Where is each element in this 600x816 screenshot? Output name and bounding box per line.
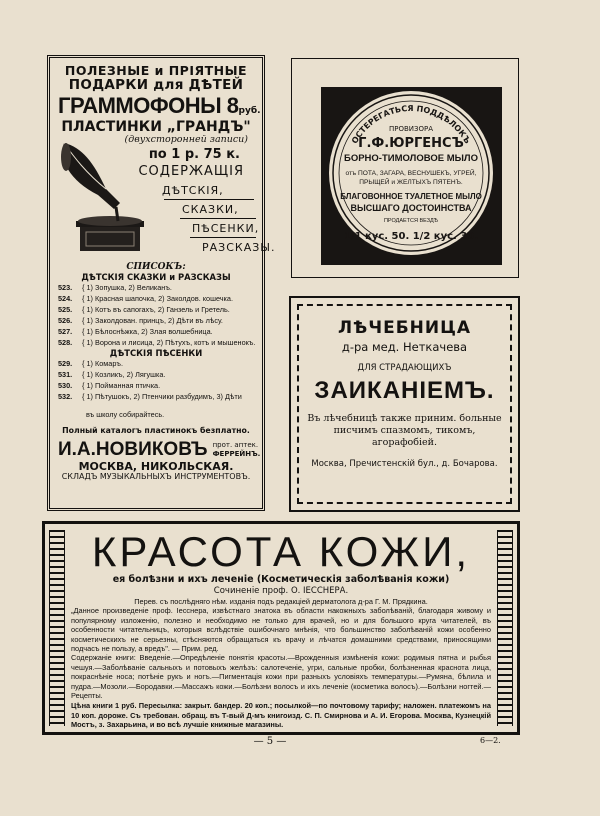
record-number: 532. <box>58 391 73 401</box>
gramophone-heading: ГРАММОФОНЫ 8 <box>58 93 239 119</box>
warehouse-line: СКЛАДЪ МУЗЫКАЛЬНЫХЪ ИНСТРУМЕНТОВЪ. <box>61 471 251 481</box>
seller-block <box>58 438 261 461</box>
record-title: 1) Заколдован. принцъ, 2) Дѣти въ лѣсу. <box>86 315 223 325</box>
soap-label-panel <box>321 87 502 265</box>
tales-record-list <box>58 282 254 348</box>
soap-advertisement <box>291 58 519 278</box>
records-heading: ПЛАСТИНКИ „ГРАНДЪ" <box>61 118 251 135</box>
record-list-item: 525. { 1) Котъ въ сапогахъ, 2) Ганзель и Гретель. <box>58 304 230 314</box>
record-list-item: 524. { 1) Красная шапочка, 2) Заколдов. кошечка. <box>58 293 233 303</box>
category-children: ДѢТСКІЯ, <box>162 183 224 197</box>
contain-label: СОДЕРЖАЩІЯ <box>138 163 244 179</box>
record-title: 1) Красная шапочка, 2) Заколдов. кошечка. <box>86 293 233 303</box>
book-author: Сочиненіе проф. О. ІЕССНЕРА. <box>213 586 349 596</box>
clinic-for-label: ДЛЯ СТРАДАЮЩИХЪ <box>357 363 452 373</box>
clinic-description: Въ лѣчебницѣ также приним. больные писчимъ спазмомъ, тикомъ, агорафобіей. <box>307 413 502 448</box>
record-price: по 1 р. 75 к. <box>148 146 240 162</box>
record-list-item: 528. { 1) Ворона и лисица, 2) Пѣтухъ, котъ и мышенокъ. <box>58 337 256 347</box>
record-number: 529. <box>58 358 73 368</box>
book-review: „Данное произведеніе проф. Іесснера, извѣстнаго знатока въ области накожныхъ заболѣваній, благодаря живому и популярному изложенію, полезно и необходимо не только для врачей, но и для большого круга читателей, въ особенности читательницъ, которыя вслѣдствіе ошибочнаго мнѣнія, что большинство заболѣваній кожи особенно косметическихъ не серьезны, стѣсняются обращаться къ врачу и лѣчатся домашними средствами, приносящими подчасъ не пользу, а вредъ". — Прим. ред. <box>71 606 491 654</box>
soap-warning: ОСТЕРЕГАТЬСЯ ПОДДѢЛОКЪ <box>349 103 473 146</box>
record-number: 525. <box>58 304 73 314</box>
clinic-ailment: ЗАИКАНІЕМЪ. <box>314 377 495 404</box>
seller-note-line2: ФЕРРЕЙНЪ. <box>212 449 261 458</box>
section-tales-heading: ДѢТСКІЯ СКАЗКИ и РАЗСКАЗЫ <box>81 271 231 282</box>
left-ornament <box>49 530 65 726</box>
record-number: 528. <box>58 337 73 347</box>
book-contents: Содержаніе книги: Введеніе.—Опредѣленіе понятія красоты.—Врожденныя измѣненія кожи: родимыя пятна и рыбья чешуя.—Заболѣваніе сальныхъ и потовыхъ желѣзъ: салотеченіе, угри, сальные пробки, болѣзненная краснота лица, покраснѣніе носа; потѣніе рукъ и ногъ.—Пигментація кожи при разныхъ условіяхъ температуры.—Румяна, бѣлила и пудра.—Мозоли.—Бородавки.—Массажъ кожи.—Болѣзни волосъ и ихъ леченіе (косметика волосъ).—Болѣзни ногтей.—Рецепты. <box>71 653 491 701</box>
book-subtitle: ея болѣзни и ихъ леченіе (Косметическія заболѣванія кожи) <box>112 574 450 585</box>
record-list-item: 531. { 1) Козликъ, 2) Лягушка. <box>58 369 166 379</box>
record-list-item: 527. { 1) Бѣлоснѣжка, 2) Злая волшебница. <box>58 326 213 336</box>
list-title: СПИСОКЪ: <box>126 261 186 272</box>
record-list-item: 523. { 1) Зопушка, 2) Великанъ. <box>58 282 172 292</box>
record-title: 1) Козликъ, 2) Лягушка. <box>86 369 166 379</box>
record-title: 1) Пойманная птичка. <box>86 380 161 390</box>
record-number: 531. <box>58 369 73 379</box>
soap-maker-name: Г.Ф.ЮРГЕНСЪ <box>358 136 464 151</box>
gramophone-price-line <box>58 93 261 119</box>
category-stories: РАЗСКАЗЫ. <box>202 240 276 254</box>
right-ornament <box>497 530 513 726</box>
list-continuation: въ школу собирайтесь. <box>86 410 165 420</box>
clinic-doctor: д-ра мед. Неткачева <box>341 340 468 354</box>
seller-note-line1: прот. аптек. <box>212 440 259 449</box>
gramophone-icon <box>56 137 156 257</box>
divider <box>190 237 256 238</box>
category-tales: СКАЗКИ, <box>182 202 239 216</box>
record-title: 1) Комаръ. <box>86 358 124 368</box>
book-advertisement <box>42 521 520 735</box>
record-title: 1) Бѣлоснѣжка, 2) Злая волшебница. <box>86 326 213 336</box>
clinic-address: Москва, Пречистенскій бул., д. Бочарова. <box>311 459 498 469</box>
record-title: 1) Зопушка, 2) Великанъ. <box>86 282 172 292</box>
book-headline: КРАСОТА КОЖИ, <box>91 528 471 575</box>
soap-seal <box>321 87 502 265</box>
record-number: 524. <box>58 293 73 303</box>
soap-use-line1: отъ ПОТА, ЗАГАРА, ВЕСНУШЕКЪ, УГРЕЙ, <box>345 170 477 177</box>
record-number: 527. <box>58 326 73 336</box>
seller-city: МОСКВА, НИКОЛЬСКАЯ. <box>78 459 234 473</box>
soap-use-line2: ПРЫЩЕЙ и ЖЕЛТЫХЪ ПЯТЕНЪ. <box>359 179 463 186</box>
soap-quality-line1: БЛАГОВОННОЕ ТУАЛЕТНОЕ МЫЛО <box>340 192 482 201</box>
record-number: 530. <box>58 380 73 390</box>
gramophone-advertisement <box>47 55 276 511</box>
clinic-advertisement <box>289 296 520 512</box>
clinic-title: ЛѢЧЕБНИЦА <box>337 318 472 338</box>
record-title: 1) Котъ въ сапогахъ, 2) Ганзель и Гретель. <box>86 304 230 314</box>
gramophone-unit: руб. <box>238 106 261 117</box>
book-translation: Перев. съ послѣдняго нѣм. изданія подъ редакціей дерматолога д-ра Г. М. Прядкина. <box>134 597 428 606</box>
record-list-item: 530. { 1) Пойманная птичка. <box>58 380 161 390</box>
soap-chemist: ПРОВИЗОРА <box>388 125 434 133</box>
seller-note <box>213 441 261 459</box>
songs-record-list <box>58 358 254 402</box>
soap-sold-everywhere: ПРОДАЕТСЯ ВЕЗДѢ <box>383 218 439 224</box>
signature-mark: 6—2. <box>480 736 501 745</box>
record-list-item: 532. { 1) Пѣтушокъ, 2) Птенчики разбудимъ, 3) Дѣти <box>58 391 242 401</box>
catalog-note: Полный каталогъ пластинокъ безплатно. <box>62 426 250 436</box>
seller-name: И.А.НОВИКОВЪ <box>58 438 208 460</box>
divider <box>180 218 256 219</box>
two-sided-note: (двухсторонней записи) <box>124 133 248 145</box>
ad-heading-line2: ПОДАРКИ для ДѢТЕЙ <box>68 76 244 93</box>
category-songs: ПѢСЕНКИ, <box>192 221 260 235</box>
record-number: 526. <box>58 315 73 325</box>
ad-heading-line1: ПОЛЕЗНЫЕ и ПРІЯТНЫЕ <box>64 63 248 78</box>
soap-quality-line2: ВЫСШАГО ДОСТОИНСТВА <box>350 203 472 213</box>
record-list-item: 526. { 1) Заколдован. принцъ, 2) Дѣти въ лѣсу. <box>58 315 223 325</box>
soap-product: БОРНО-ТИМОЛОВОЕ МЫЛО <box>344 153 478 164</box>
record-list-item: 529. { 1) Комаръ. <box>58 358 124 368</box>
soap-price: 1/1 кус. 50. 1/2 кус. 30. <box>343 231 479 242</box>
section-songs-heading: ДѢТСКІЯ ПѢСЕНКИ <box>109 347 203 358</box>
record-title: 1) Ворона и лисица, 2) Пѣтухъ, котъ и мышенокъ. <box>86 337 256 347</box>
page-number: — 5 — <box>253 736 287 747</box>
clinic-frame <box>297 304 512 504</box>
record-title: 1) Пѣтушокъ, 2) Птенчики разбудимъ, 3) Дѣти <box>86 391 242 401</box>
record-number: 523. <box>58 282 73 292</box>
divider <box>164 199 254 200</box>
book-price: Цѣна книги 1 руб. Пересылка: закрыт. бандер. 20 коп.; посылкой—по почтовому тарифу; наложен. платежомъ на 10 коп. дороже. Съ требован. обращ. въ Т-вый Д-мъ книгоизд. С. П. Смирнова и А. И. Егорова. Москва, Кузнецкій Мостъ, з. Захарьина, и во всѣ лучшіе книжные магазины. <box>71 701 491 730</box>
gramophone-illustration-block <box>58 133 276 261</box>
